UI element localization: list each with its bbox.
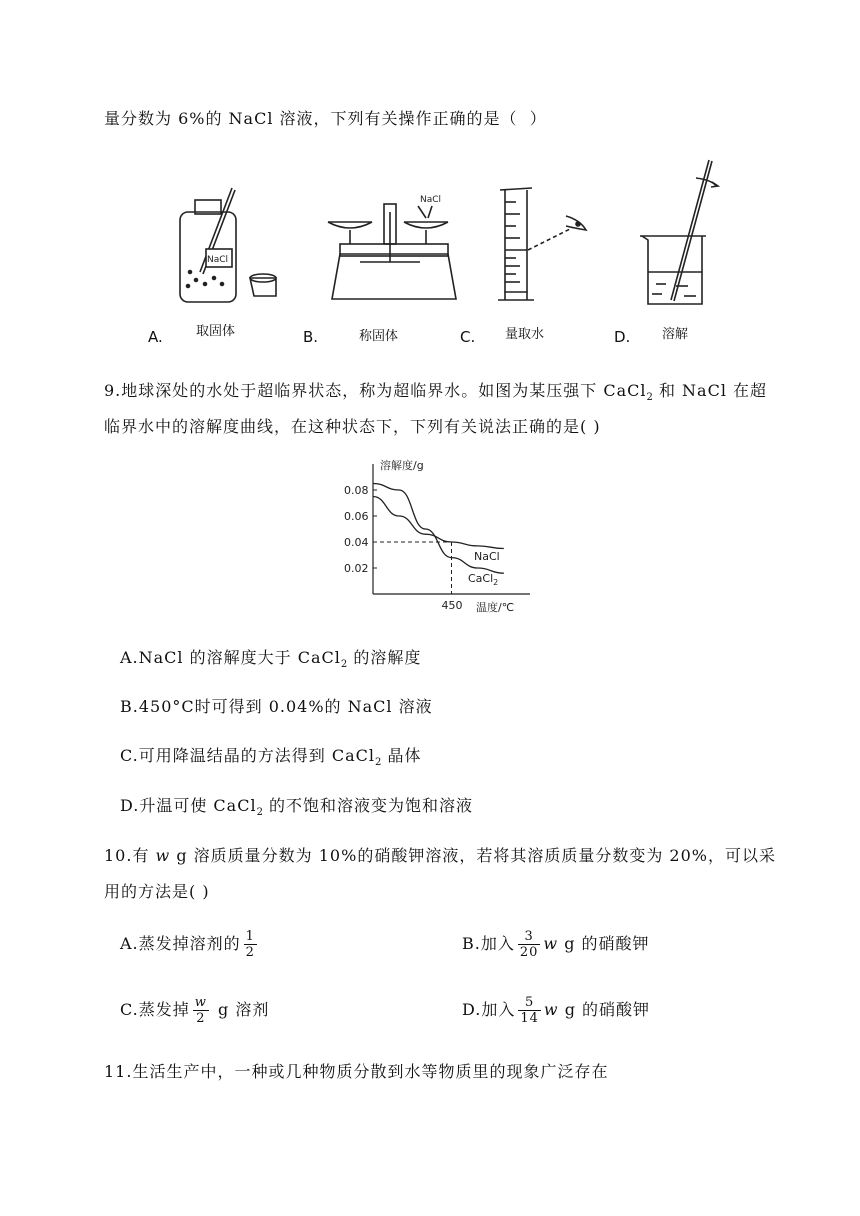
q10-option-d: [462, 995, 650, 1026]
q9-stem-line2: 临界水中的溶解度曲线，在这种状态下，下列有关说法正确的是( ): [104, 417, 601, 436]
q11-stem-line1: 11.生活生产中，一种或几种物质分散到水等物质里的现象广泛存在: [104, 1062, 609, 1081]
q10-c-tail: g 溶剂: [211, 1000, 270, 1019]
q10-line1-text: 10.有: [104, 846, 156, 865]
legend-nacl: NaCl: [474, 550, 500, 563]
option-d-letter: D.: [614, 328, 631, 346]
q9-option-c: [120, 743, 421, 766]
q9-line1-text: 9.地球深处的水处于超临界状态，称为超临界水。如图为某压强下 CaCl: [104, 381, 647, 400]
fraction-num: 1: [245, 929, 255, 944]
q9-line1-tail: 和 NaCl 在超: [652, 381, 768, 400]
q10-option-a: [120, 929, 260, 960]
q10-stem-line2: 用的方法是( ): [104, 882, 210, 901]
q10-line1-tail: g 溶质质量分数为 10%的硝酸钾溶液，若将其溶质质量分数变为 20%，可以采: [170, 846, 776, 865]
fraction-five-fourteenths: [518, 995, 541, 1026]
option-b-letter: B.: [303, 328, 319, 346]
q9-a-text: A.NaCl 的溶解度大于 CaCl: [120, 648, 341, 667]
fraction-den: 2: [196, 1011, 206, 1026]
q10-w-variable: w: [155, 846, 171, 865]
q10-d-w: w: [543, 1000, 559, 1019]
q9-d-sub: 2: [256, 807, 263, 818]
q8-intro-text: 量分数为 6%的 NaCl 溶液，下列有关操作正确的是（: [104, 109, 518, 128]
legend-cacl2: [468, 572, 498, 587]
q9-line1-sub: 2: [646, 392, 653, 403]
solubility-chart: [340, 456, 540, 618]
y-axis-label: 溶解度/g: [380, 459, 424, 472]
q9-option-a: [120, 645, 421, 668]
q9-c-text: C.可用降温结晶的方法得到 CaCl: [120, 746, 375, 765]
q9-stem-line1: [104, 378, 767, 401]
graduated-cylinder-illustration: [498, 188, 586, 300]
y-tick-label: 0.02: [344, 562, 369, 575]
q10-stem-line1: [104, 843, 776, 866]
caption-take-solid: 取固体: [196, 324, 236, 339]
option-a-letter: A.: [148, 328, 163, 346]
q9-d-tail: 的不饱和溶液变为饱和溶液: [262, 796, 474, 815]
y-tick-label: 0.08: [344, 484, 369, 497]
balance-pan-label: NaCl: [420, 195, 442, 205]
q10-d-tail: g 的硝酸钾: [558, 1000, 651, 1019]
q10-option-c: [120, 995, 269, 1026]
q8-apparatus-figures: [0, 152, 860, 352]
caption-measure-water: 量取水: [505, 327, 545, 342]
fraction-den: 20: [519, 945, 539, 960]
y-tick-label: 0.06: [344, 510, 369, 523]
q9-option-b: B.450°C时可得到 0.04%的 NaCl 溶液: [120, 697, 433, 716]
fraction-w-over-2: [193, 995, 209, 1026]
legend-cacl2-base: CaCl: [468, 572, 494, 585]
x-axis-label: 温度/℃: [476, 601, 515, 614]
y-tick-label: 0.04: [344, 536, 369, 549]
series-nacl-curve: [373, 497, 504, 549]
fraction-den: 2: [245, 945, 255, 960]
fraction-one-half: [244, 929, 257, 960]
q9-option-d: [120, 793, 473, 816]
q10-b-w: w: [543, 934, 559, 953]
q9-a-tail: 的溶解度: [347, 648, 422, 667]
x-tick-label: 450: [441, 599, 463, 612]
q10-b-tail: g 的硝酸钾: [558, 934, 650, 953]
reagent-jar-illustration: [180, 188, 276, 302]
legend-cacl2-sub: 2: [493, 578, 499, 587]
q10-a-text: A.蒸发掉溶剂的: [120, 934, 241, 953]
q9-c-sub: 2: [375, 757, 382, 768]
q9-d-text: D.升温可使 CaCl: [120, 796, 257, 815]
option-c-letter: C.: [460, 328, 476, 346]
q10-option-b: [462, 929, 650, 960]
jar-label: NaCl: [207, 255, 229, 265]
fraction-num: w: [194, 995, 207, 1010]
fraction-num: 5: [518, 995, 541, 1011]
fraction-three-twentieths: [518, 929, 541, 960]
q10-b-text: B.加入: [462, 934, 515, 953]
q8-intro-close: ）: [529, 109, 547, 128]
q8-intro: [104, 106, 547, 129]
caption-weigh-solid: 称固体: [359, 329, 399, 344]
fraction-den: 14: [520, 1011, 539, 1026]
q10-d-text: D.加入: [462, 1000, 516, 1019]
q9-c-tail: 晶体: [381, 746, 422, 765]
q9-a-sub: 2: [340, 659, 348, 670]
beaker-illustration: [640, 160, 718, 304]
q10-c-text: C.蒸发掉: [120, 1000, 190, 1019]
caption-dissolve: 溶解: [662, 327, 689, 342]
fraction-num: 3: [518, 929, 541, 945]
balance-illustration: [328, 204, 456, 299]
